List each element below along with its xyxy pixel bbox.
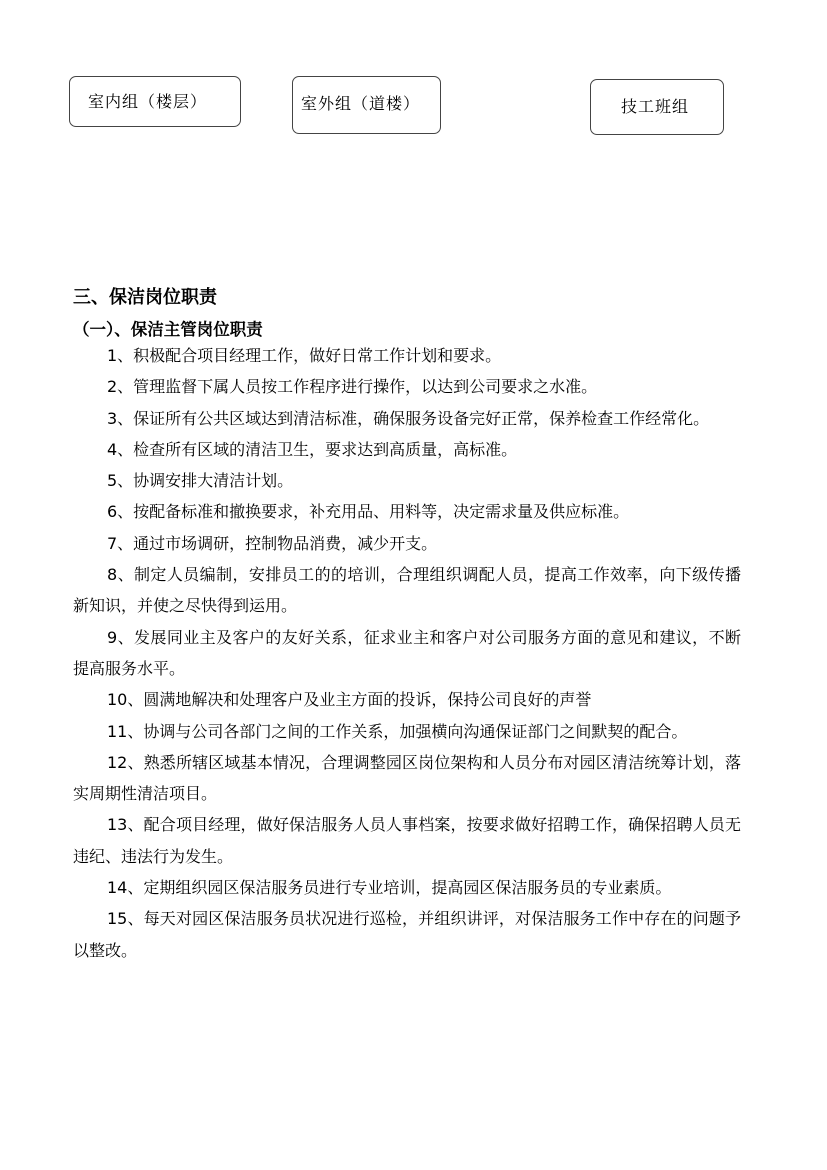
duty-item: 4、检查所有区域的清洁卫生，要求达到高质量，高标准。 [107, 439, 518, 459]
org-box-outdoor-group [292, 76, 441, 134]
duty-item: 6、按配备标准和撤换要求，补充用品、用料等，决定需求量及供应标准。 [107, 502, 630, 522]
duty-item: 11、协调与公司各部门之间的工作关系，加强横向沟通保证部门之间默契的配合。 [107, 721, 688, 741]
duty-item: 12、熟悉所辖区域基本情况，合理调整园区岗位架构和人员分布对园区清洁统筹计划，落实周期性清洁项目。 [73, 752, 741, 804]
duty-item: 13、配合项目经理，做好保洁服务人员人事档案，按要求做好招聘工作，确保招聘人员无违纪、违法行为发生。 [73, 815, 741, 866]
duty-item: 3、保证所有公共区域达到清洁标准，确保服务设备完好正常，保养检查工作经常化。 [107, 408, 710, 428]
org-box-label: 室内组（楼层） [88, 91, 208, 111]
duty-item: 2、管理监督下属人员按工作程序进行操作，以达到公司要求之水准。 [107, 377, 598, 397]
subsection-title: （一）、保洁主管岗位职责 [73, 320, 263, 339]
duty-item: 7、通过市场调研，控制物品消费，减少开支。 [107, 533, 438, 553]
duty-item: 15、每天对园区保洁服务员状况进行巡检，并组织讲评，对保洁服务工作中存在的问题予以整改。 [73, 909, 741, 960]
duty-item: 8、制定人员编制，安排员工的的培训，合理组织调配人员，提高工作效率，向下级传播新知识，并使之尽快得到运用。 [73, 565, 741, 616]
duty-item: 5、协调安排大清洁计划。 [107, 471, 294, 491]
duty-item: 10、圆满地解决和处理客户及业主方面的投诉，保持公司良好的声誉 [107, 690, 592, 710]
section-title: 三、保洁岗位职责 [73, 287, 217, 308]
org-box-technician-group [590, 79, 724, 135]
duty-list [73, 340, 741, 966]
duty-item: 14、定期组织园区保洁服务员进行专业培训，提高园区保洁服务员的专业素质。 [107, 878, 672, 898]
duty-item: 9、发展同业主及客户的友好关系，征求业主和客户对公司服务方面的意见和建议，不断提高服务水平。 [73, 627, 741, 678]
org-box-label: 技工班组 [621, 97, 690, 116]
org-box-label: 室外组（道楼） [301, 94, 421, 113]
duty-item: 1、积极配合项目经理工作，做好日常工作计划和要求。 [107, 346, 502, 365]
org-box-indoor-group [69, 76, 241, 127]
